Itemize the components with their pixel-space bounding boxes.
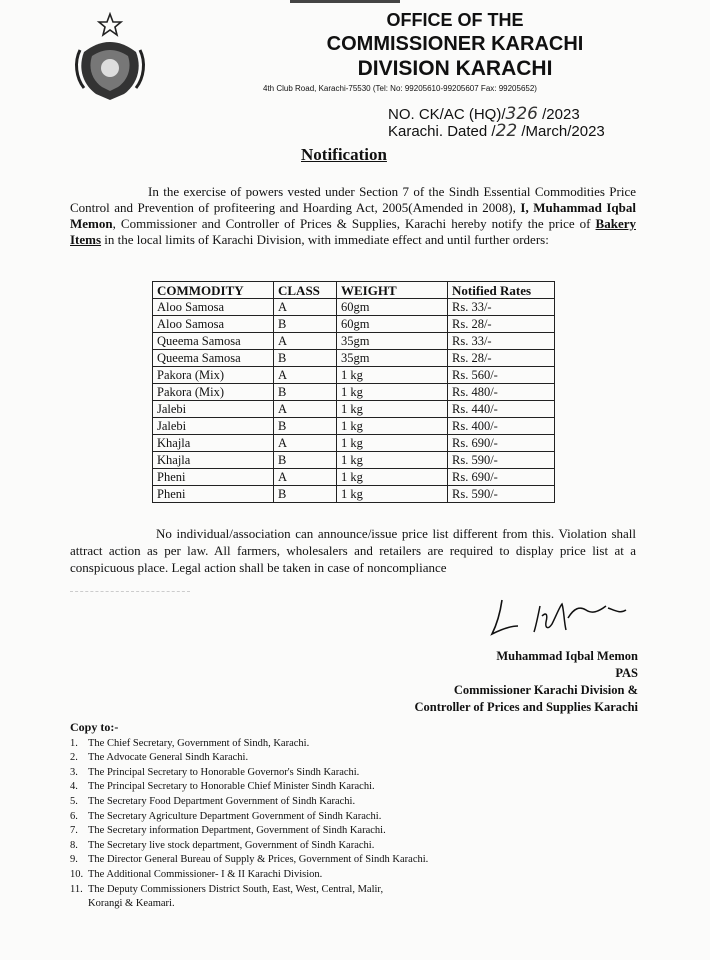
rate-cell: Rs. 690/- [448,469,555,486]
commodity-cell: Pheni [153,469,274,486]
table-row [153,435,555,452]
copy-to-title: Copy to:- [70,720,119,734]
class-cell: A [274,469,337,486]
rate-cell: Rs. 480/- [448,384,555,401]
class-cell: A [274,333,337,350]
dated-prefix: Karachi. Dated / [388,123,496,140]
rate-cell: Rs. 440/- [448,401,555,418]
table-row [153,469,555,486]
government-emblem-icon [70,12,150,104]
list-item-number: 3. [70,766,78,778]
list-item-text: The Advocate General Sindh Karachi. [88,752,249,764]
signatory-name: Muhammad Iqbal Memon [496,649,638,663]
commodity-cell: Jalebi [153,401,274,418]
issue-date [388,121,605,141]
commodity-cell: Queema Samosa [153,333,274,350]
list-item-number: 1. [70,737,78,749]
class-cell: B [274,384,337,401]
commodity-cell: Queema Samosa [153,350,274,367]
commodity-cell: Jalebi [153,418,274,435]
class-cell: B [274,418,337,435]
weight-cell: 1 kg [337,469,448,486]
table-row [153,367,555,384]
bakery-items: Bakery Items [70,216,636,247]
table-row [153,350,555,367]
table-row [153,299,555,316]
table-header-row [153,282,555,299]
office-header [300,8,610,82]
weight-cell: 1 kg [337,367,448,384]
list-item-text: The Principal Secretary to Honorable Governor's Sindh Karachi. [88,766,360,778]
rate-cell: Rs. 590/- [448,452,555,469]
table-row [153,486,555,503]
list-item-number: 11. [70,883,83,895]
column-header: WEIGHT [337,282,448,299]
signatory-title-1: Commissioner Karachi Division & [453,683,638,697]
commodity-cell: Pakora (Mix) [153,367,274,384]
commodity-cell: Pakora (Mix) [153,384,274,401]
weight-cell: 1 kg [337,384,448,401]
rate-cell: Rs. 400/- [448,418,555,435]
commodity-cell: Pheni [153,486,274,503]
list-item-text: The Additional Commissioner- I & II Karachi Division. [88,868,323,880]
body-part-1: In the exercise of powers vested under Section 7 of the Sindh Essential Commodities Price Control and Prevention of profiteering and Hoarding Act, 2005(Amended in 2008), [70,184,636,215]
table-row [153,384,555,401]
column-header: COMMODITY [153,282,274,299]
issuer-name: I, Muhammad Iqbal Memon [70,200,636,231]
rate-cell: Rs. 28/- [448,350,555,367]
list-item-number: 4. [70,781,78,793]
column-header: Notified Rates [448,282,555,299]
signatory-service: PAS [615,666,638,680]
closing-paragraph [70,525,636,576]
list-item [70,751,428,766]
faint-line [70,591,190,593]
commodity-cell: Khajla [153,452,274,469]
date-day-handwritten: 22 [495,121,518,141]
list-item-text: The Secretary Food Department Government of Sindh Karachi. [88,795,356,807]
top-edge-mark [290,0,400,3]
list-item-text: The Secretary information Department, Government of Sindh Karachi. [88,825,386,837]
list-item [70,868,428,883]
office-address: 4th Club Road, Karachi-75530 (Tel: No: 99205610-99205607 Fax: 99205652) [263,84,537,93]
list-item [70,839,428,854]
list-item-text: The Secretary live stock department, Government of Sindh Karachi. [88,839,375,851]
weight-cell: 60gm [337,299,448,316]
header-line-3: DIVISION KARACHI [357,57,553,80]
commodity-cell: Aloo Samosa [153,316,274,333]
rate-cell: Rs. 690/- [448,435,555,452]
weight-cell: 1 kg [337,452,448,469]
list-item [70,883,428,898]
notification-body [70,184,636,248]
copy-to-continuation: Korangi & Keamari. [88,898,175,910]
list-item-number: 5. [70,795,78,807]
class-cell: A [274,401,337,418]
header-line-1: OFFICE OF THE [386,10,524,30]
list-item-number: 10. [70,868,84,880]
list-item-text: The Secretary Agriculture Department Government of Sindh Karachi. [88,810,382,822]
notification-title: Notification [301,145,387,164]
table-row [153,316,555,333]
list-item-text: The Deputy Commissioners District South, East, West, Central, Malir, [88,883,384,895]
rate-cell: Rs. 560/- [448,367,555,384]
ref-number-handwritten: 326 [505,104,538,124]
class-cell: A [274,367,337,384]
rate-cell: Rs. 33/- [448,299,555,316]
weight-cell: 1 kg [337,486,448,503]
class-cell: B [274,486,337,503]
list-item-number: 7. [70,825,78,837]
column-header: CLASS [274,282,337,299]
table-row [153,452,555,469]
signature-icon [482,592,632,642]
list-item [70,824,428,839]
price-table [152,281,555,503]
signatory-block [415,648,639,716]
table-row [153,418,555,435]
table-row [153,401,555,418]
list-item-text: The Director General Bureau of Supply & Prices, Government of Sindh Karachi. [88,854,429,866]
signatory-title-2: Controller of Prices and Supplies Karachi [414,700,638,714]
list-item [70,766,428,781]
class-cell: B [274,452,337,469]
class-cell: B [274,350,337,367]
list-item [70,780,428,795]
ref-prefix: NO. CK/AC (HQ)/ [388,106,506,123]
closing-text: No individual/association can announce/issue price list different from this. Violation shall attract action as per law. All farmers, wholesalers and retailers are required to display price list at a conspicuous place. Legal action shall be taken in case of noncompliance [70,526,636,575]
commodity-cell: Khajla [153,435,274,452]
ref-suffix: /2023 [537,106,580,123]
weight-cell: 35gm [337,333,448,350]
rate-cell: Rs. 28/- [448,316,555,333]
list-item [70,795,428,810]
weight-cell: 1 kg [337,401,448,418]
list-item-number: 2. [70,752,78,764]
weight-cell: 60gm [337,316,448,333]
class-cell: A [274,299,337,316]
list-item [70,810,428,825]
list-item-number: 9. [70,854,78,866]
list-item [70,853,428,868]
table-row [153,333,555,350]
list-item-number: 8. [70,839,78,851]
list-item-text: The Principal Secretary to Honorable Chief Minister Sindh Karachi. [88,781,375,793]
weight-cell: 35gm [337,350,448,367]
dated-suffix: /March/2023 [517,123,605,140]
weight-cell: 1 kg [337,418,448,435]
body-part-3: in the local limits of Karachi Division, with immediate effect and until further orders: [101,232,549,247]
weight-cell: 1 kg [337,435,448,452]
rate-cell: Rs. 590/- [448,486,555,503]
header-line-2: COMMISSIONER KARACHI [326,33,584,55]
list-item-number: 6. [70,810,78,822]
class-cell: B [274,316,337,333]
class-cell: A [274,435,337,452]
list-item-text: The Chief Secretary, Government of Sindh, Karachi. [88,737,310,749]
list-item [70,737,428,752]
copy-to-list [70,720,428,912]
rate-cell: Rs. 33/- [448,333,555,350]
body-part-2: , Commissioner and Controller of Prices & Supplies, Karachi hereby notify the price of [112,216,596,231]
commodity-cell: Aloo Samosa [153,299,274,316]
